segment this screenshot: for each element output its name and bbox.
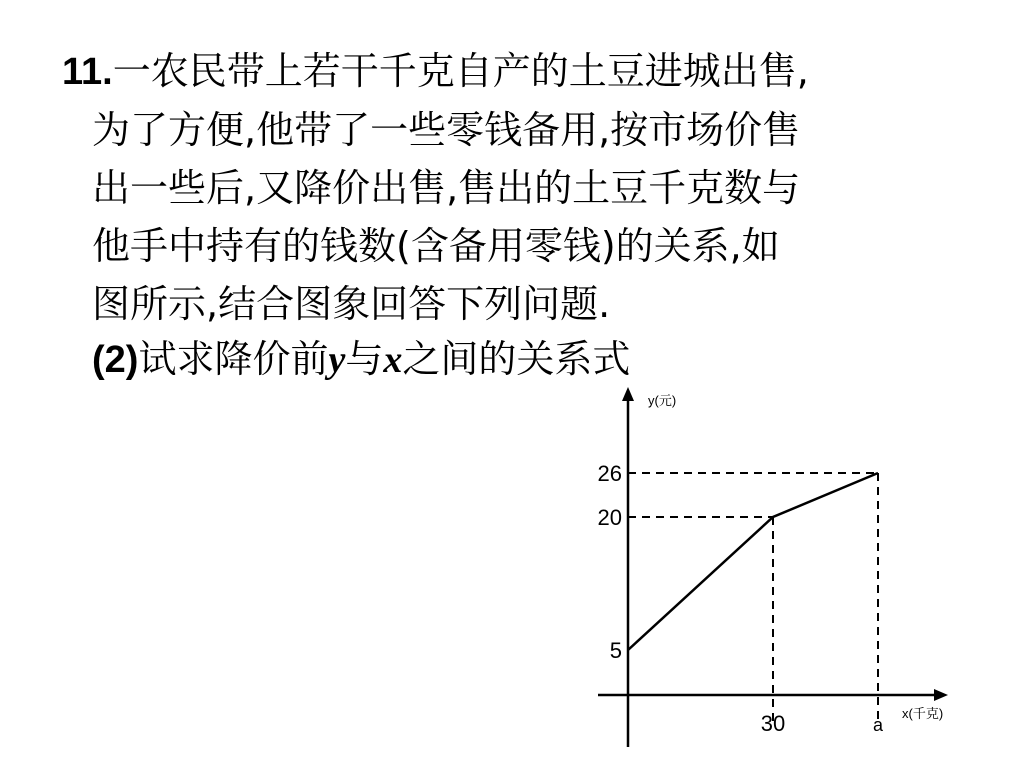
sub-question (92, 330, 630, 389)
x-axis-arrow (934, 689, 948, 701)
y-tick-label-26: 26 (597, 461, 622, 486)
variable-y: y (328, 339, 346, 381)
sub-question-text-1: 试求降价前 (138, 337, 329, 381)
sub-question-label: (2) (92, 339, 139, 381)
problem-line-3: 出一些后,又降价出售,售出的土豆千克数与 (92, 166, 801, 210)
x-axis-label: x(千克) (902, 706, 944, 721)
sub-question-text-2: 与 (345, 337, 384, 381)
problem-number: 11. (62, 51, 113, 93)
y-tick-label-5: 5 (609, 638, 622, 663)
problem-line-4: 他手中持有的钱数(含备用零钱)的关系,如 (92, 224, 780, 268)
variable-x: x (383, 339, 403, 381)
x-tick-label-a: a (872, 715, 884, 735)
x-tick-label-30: 30 (760, 711, 786, 736)
y-axis-label: y(元) (648, 393, 677, 408)
y-axis-arrow (622, 387, 634, 401)
sub-question-text-3: 之间的关系式 (402, 337, 631, 381)
y-tick-label-20: 20 (597, 505, 622, 530)
problem-text-1: 一农民带上若干千克自产的土豆进城出售, (112, 49, 809, 93)
function-graph (590, 385, 970, 750)
problem-line-5: 图所示,结合图象回答下列问题. (92, 282, 611, 326)
problem-line-2: 为了方便,他带了一些零钱备用,按市场价售 (92, 108, 801, 152)
series-line (628, 473, 878, 650)
problem-line-1 (62, 42, 982, 101)
problem-statement (62, 42, 982, 333)
